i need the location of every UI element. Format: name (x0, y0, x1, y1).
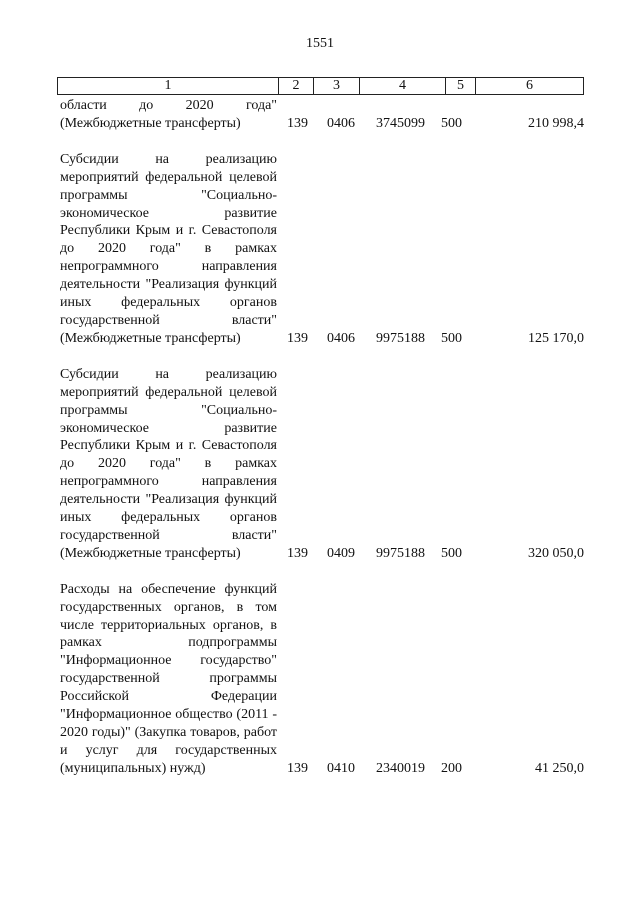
budget-table-body (57, 97, 584, 796)
header-col-1: 1 (164, 78, 172, 93)
row-sum: 125 170,0 (528, 330, 584, 346)
row-sum: 41 250,0 (535, 760, 584, 776)
table-row (57, 97, 584, 133)
row-rz: 0409 (327, 545, 355, 561)
table-row (57, 151, 584, 348)
row-sum: 210 998,4 (528, 115, 584, 131)
header-col-4: 4 (359, 78, 445, 94)
row-rz: 0406 (327, 330, 355, 346)
table-row (57, 581, 584, 778)
header-col-3: 3 (313, 78, 359, 94)
row-cs: 2340019 (376, 760, 425, 776)
table-row (57, 366, 584, 563)
header-col-2: 2 (278, 78, 313, 94)
row-gr: 139 (287, 760, 308, 776)
row-gr: 139 (287, 115, 308, 131)
row-rz: 0410 (327, 760, 355, 776)
row-description: Субсидии на реализацию мероприятий федеральной целевой программы "Социально-экономическое развитие Республики Крым и г. Севастополя до 2020 года" в рамках непрограммного направления деятельности "Реализация функций иных федеральных органов государственной власти" (Межбюджетные трансферты) (60, 151, 277, 346)
row-vr: 500 (441, 545, 462, 561)
row-vr: 500 (441, 330, 462, 346)
row-cs: 9975188 (376, 330, 425, 346)
row-gr: 139 (287, 330, 308, 346)
row-vr: 500 (441, 115, 462, 131)
row-description: области до 2020 года" (Межбюджетные трансферты) (60, 98, 277, 131)
header-col-6: 6 (475, 78, 583, 94)
row-rz: 0406 (327, 115, 355, 131)
row-gr: 139 (287, 545, 308, 561)
page-number: 1551 (306, 36, 334, 51)
row-sum: 320 050,0 (528, 545, 584, 561)
row-cs: 9975188 (376, 545, 425, 561)
row-description: Субсидии на реализацию мероприятий федеральной целевой программы "Социально-экономическое развитие Республики Крым и г. Севастополя до 2020 года" в рамках непрограммного направления деятельности "Реализация функций иных федеральных органов государственной власти" (Межбюджетные трансферты) (60, 366, 277, 561)
row-vr: 200 (441, 760, 462, 776)
table-header-row (57, 77, 584, 95)
row-cs: 3745099 (376, 115, 425, 131)
header-col-5: 5 (445, 78, 475, 94)
row-description: Расходы на обеспечение функций государственных органов, в том числе территориальных органов, в рамках подпрограммы "Информационное государство" государственной программы Российской Федерации "Информационное общество (2011 - 2020 годы)" (Закупка товаров, работ и услуг для государственных (муниципальных) нужд) (60, 581, 277, 776)
